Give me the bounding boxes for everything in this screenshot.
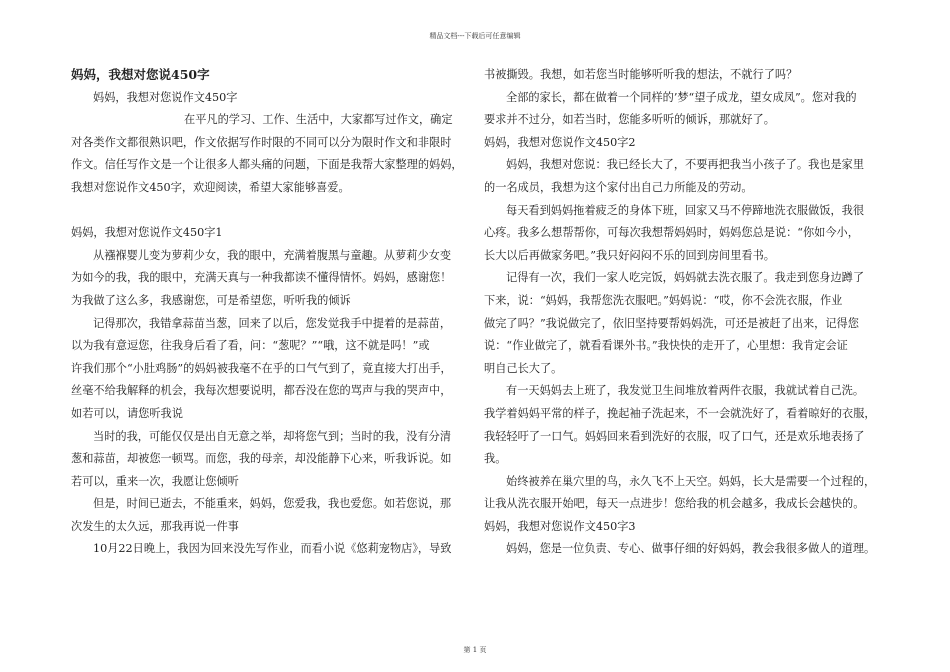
text-line: 下来，说：“妈妈，我帮您洗衣服吧。”妈妈说：“哎，你不会洗衣服，作业 [484, 293, 843, 307]
text-line: 全部的家长，都在做着一个同样的’梦“望子成龙，望女成凤”。您对我的 [506, 90, 857, 104]
text-line: 每天看到妈妈拖着疲乏的身体下班，回家又马不停蹄地洗衣服做饭，我很 [506, 203, 865, 217]
text-line: 让我从洗衣服开始吧，每天一点进步！您给我的机会越多，我成长会越快的。 [484, 497, 865, 511]
text-line: 书被撕毁。我想，如若您当时能够听听我的想法，不就行了吗？ [484, 68, 798, 81]
text-line: 为我做了这么多，我感谢您，可是希望您，听听我的倾诉 [71, 293, 351, 307]
text-line: 记得那次，我错拿蒜苗当葱，回来了以后，您发觉我手中提着的是蒜苗， [93, 316, 452, 330]
blank-line [71, 200, 466, 223]
text-line: 的一名成员，我想为这个家付出自己力所能及的劳动。 [484, 180, 753, 194]
left-column-body [71, 87, 466, 561]
text-line: 妈妈，我想对您说作文450字1 [71, 226, 223, 240]
text-line: 妈妈，我想对您说作文450字 [93, 90, 238, 104]
text-line: 有一天妈妈去上班了，我发觉卫生间堆放着两件衣服，我就试着自己洗。 [506, 384, 865, 398]
text-line: 我学着妈妈平常的样子，挽起袖子洗起来，不一会就洗好了，看着晾好的衣服， [484, 406, 876, 420]
text-line: 我。 [484, 452, 507, 466]
text-line: 在平凡的学习、工作、生活中，大家都写过作文，确定 [184, 113, 453, 127]
text-line: 我想对您说作文450字，欢迎阅读，希望大家能够喜爱。 [71, 180, 350, 194]
text-line: 妈妈，我想对您说作文450字2 [484, 135, 636, 149]
page-header: 精品文档---下载后可任意编辑 [429, 32, 521, 40]
text-line: 以为我有意逗您，往我身后看了看，问：“葱呢？”“哦，这不就是吗！”或 [71, 339, 430, 353]
text-line: 明自己长大了。 [484, 361, 563, 375]
text-line: 妈妈，您是一位负责、专心、做事仔细的好妈妈，教会我很多做人的道理。 [506, 542, 876, 556]
text-line: 做完了吗？”我说做完了，依旧坚持要帮妈妈洗，可还是被赶了出来，记得您 [484, 316, 859, 330]
text-line: 许我们那个“小肚鸡肠”的妈妈被我毫不在乎的口气气到了，竟直接大打出手， [71, 361, 452, 375]
right-column [484, 64, 879, 561]
left-column [71, 64, 466, 561]
text-line: 心疼。我多么想帮帮你，可每次我想帮妈妈时，妈妈您总是说：“你如今小， [484, 226, 859, 240]
text-line: 如若可以，请您听我说 [71, 406, 183, 420]
text-line: 从襁褓婴儿变为萝莉少女，我的眼中，充满着腹黑与童趣。从萝莉少女变 [93, 248, 452, 262]
text-line: 记得有一次，我们一家人吃完饭，妈妈就去洗衣服了。我走到您身边蹲了 [506, 271, 865, 285]
text-line: 说：“作业做完了，就看看课外书。”我快快的走开了，心里想：我肯定会证 [484, 339, 848, 353]
text-line: 要求并不过分，如若当时，您能多听听的倾诉，那就好了。 [484, 113, 775, 127]
text-line: 长大以后再做家务吧。”我只好闷闷不乐的回到房间里看书。 [484, 248, 775, 262]
text-line: 丝毫不给我解释的机会，我每次想要说明，都吞没在您的骂声与我的哭声中， [71, 384, 452, 398]
page-number: 第 1 页 [463, 646, 487, 654]
document-title: 妈妈，我想对您说450字 [71, 67, 210, 82]
text-line: 对各类作文都很熟识吧，作文依据写作时限的不同可以分为限时作文和非限时 [71, 135, 452, 149]
text-line: 次发生的太久远，那我再说一件事 [71, 519, 239, 533]
text-line: 妈妈，我想对您说：我已经长大了，不要再把我当小孩子了。我也是家里 [506, 158, 865, 172]
text-line: 当时的我，可能仅仅是出自无意之举，却将您气到；当时的我，没有分清 [93, 429, 452, 443]
text-line: 妈妈，我想对您说作文450字3 [484, 519, 636, 533]
text-line: 作文。信任写作文是一个让很多人都头痛的问题，下面是我帮大家整理的妈妈， [71, 158, 463, 172]
right-column-body [484, 64, 879, 561]
text-line: 我轻轻吁了一口气。妈妈回来看到洗好的衣服，叹了口气，还是欢乐地表扬了 [484, 429, 865, 443]
text-line: 始终被养在巢穴里的鸟，永久飞不上天空。妈妈，长大是需要一个过程的， [506, 474, 876, 488]
text-line: 10月22日晚上，我因为回来没先写作业，而看小说《悠莉宠物店》，导致 [93, 542, 452, 556]
text-line: 葱和蒜苗，却被您一顿骂。而您，我的母亲，却没能静下心来，听我诉说。如 [71, 452, 452, 466]
text-line: 为如今的我，我的眼中，充满天真与一种我都读不懂得情怀。妈妈，感谢您！ [71, 271, 452, 285]
text-line: 若可以，重来一次，我愿让您倾听 [71, 474, 239, 488]
text-line: 但是，时间已逝去，不能重来，妈妈，您爱我，我也爱您。如若您说，那 [93, 497, 452, 511]
